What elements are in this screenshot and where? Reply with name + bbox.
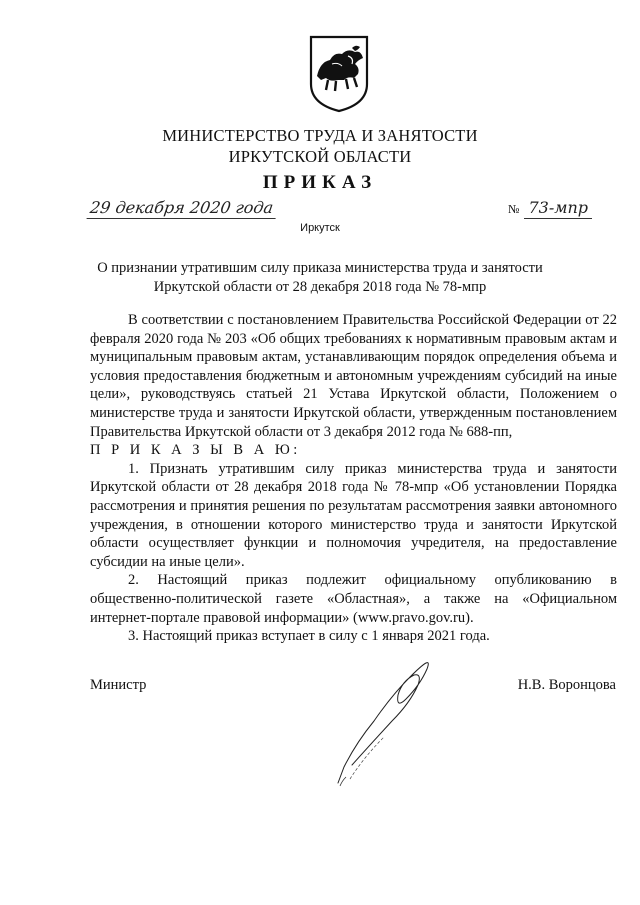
- order-word: П Р И К А З Ы В А Ю:: [90, 442, 301, 459]
- document-body: [90, 311, 617, 646]
- preamble-paragraph: В соответствии с постановлением Правительства Российской Федерации от 22 февраля 2020 года № 203 «Об общих требованиях к нормативным правовым актам и муниципальным правовым актам, устанавливающим порядок определения объема и условия предоставления бюджетным и автономным учреждениям субсидий на иные цели», руководствуясь статьей 21 Устава Иркутской области, Положением о министерстве труда и занятости Иркутской области, утвержденным постановлением Правительства Иркутской области от 3 декабря 2012 года № 688-пп,: [90, 312, 617, 440]
- city-name: Иркутск: [300, 222, 340, 234]
- signature-icon: [330, 655, 445, 790]
- handwritten-number: 73-мпр: [524, 198, 592, 219]
- document-type-title: ПРИКАЗ: [262, 172, 378, 193]
- handwritten-date: 29 декабря 2020 года: [87, 198, 279, 219]
- signatory-name: Н.В. Воронцова: [517, 677, 616, 693]
- order-item-2: 2. Настоящий приказ подлежит официальному опубликованию в общественно-политической газете «Областная», а также на «Официальном интернет-портале правовой информации» (www.pravo.gov.ru).: [90, 572, 617, 626]
- ministry-name-line1: МИНИСТЕРСТВО ТРУДА И ЗАНЯТОСТИ: [162, 126, 478, 145]
- subject-line2: Иркутской области от 28 декабря 2018 года № 78-мпр: [153, 279, 487, 295]
- subject-line1: О признании утратившим силу приказа министерства труда и занятости: [97, 260, 543, 276]
- ministry-name-line2: ИРКУТСКОЙ ОБЛАСТИ: [228, 147, 412, 166]
- coat-of-arms-icon: [308, 34, 370, 114]
- order-number: [508, 198, 592, 217]
- document-subject: [90, 259, 550, 297]
- number-sign: №: [508, 202, 520, 216]
- order-item-3: 3. Настоящий приказ вступает в силу с 1 января 2021 года.: [128, 628, 490, 645]
- signatory-title: Министр: [90, 677, 147, 693]
- order-item-1: 1. Признать утратившим силу приказ министерства труда и занятости Иркутской области от 28 декабря 2018 года № 78-мпр «Об установлении Порядка рассмотрения и принятия решения по результатам рассмотрения заявки автономного учреждения, в отношении которого министерство труда и занятости Иркутской области осуществляет функции и полномочия учредителя, на предоставление субсидии на иные цели».: [90, 460, 617, 570]
